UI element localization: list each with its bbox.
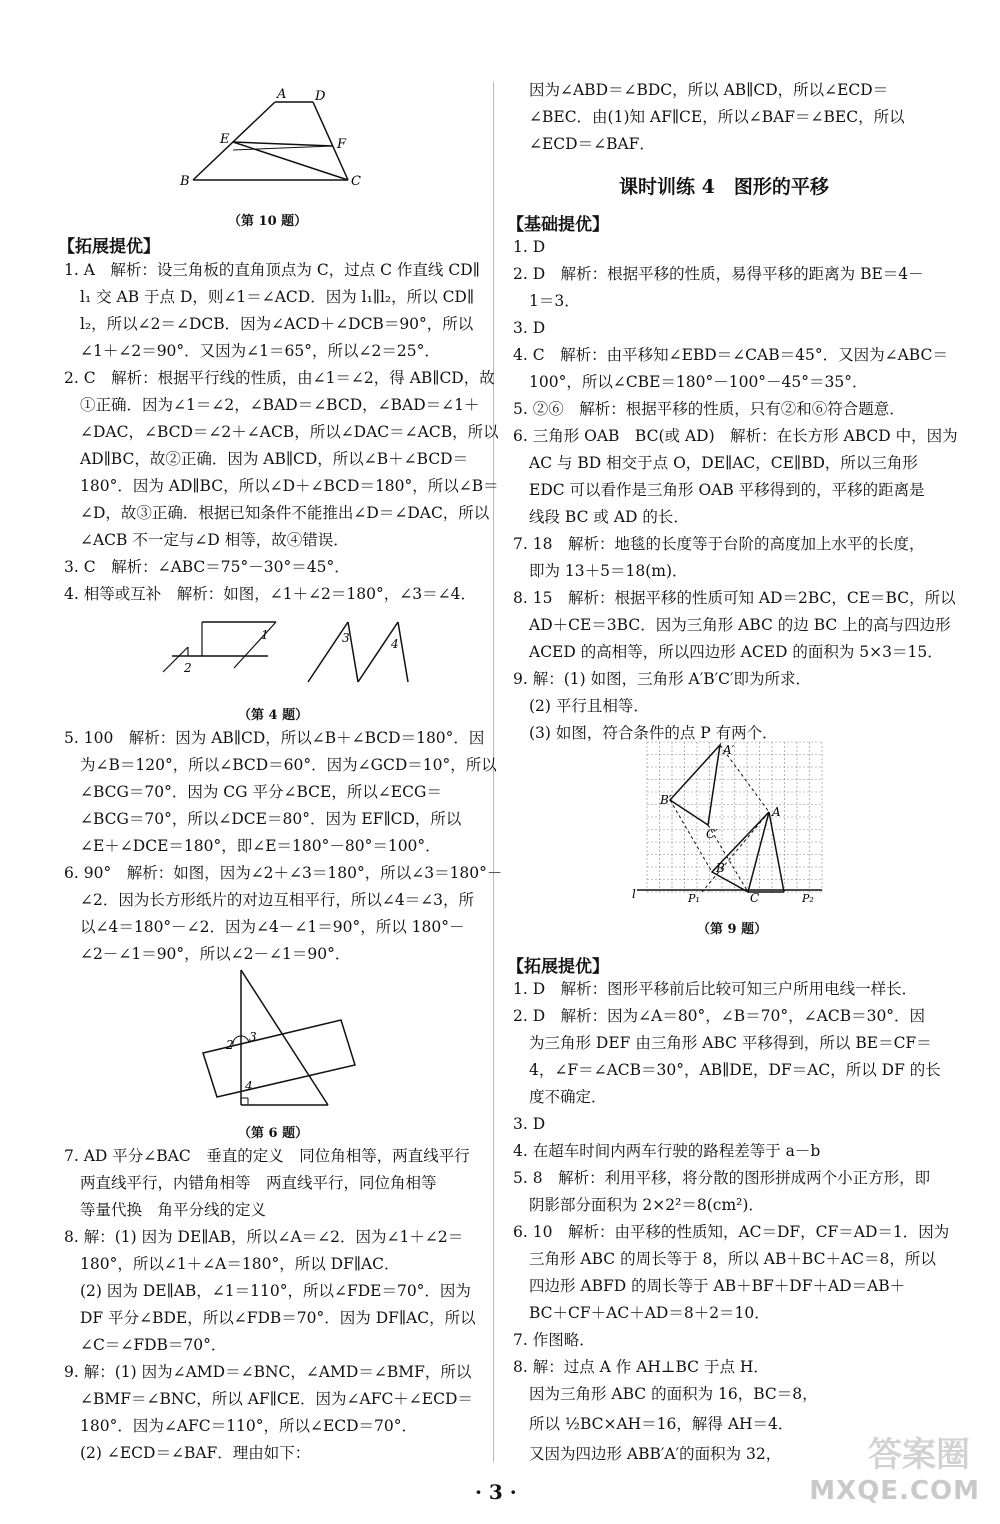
left-line: l₁ 交 AB 于点 D，则∠1＝∠ACD．因为 l₁∥l₂，所以 CD∥ xyxy=(80,288,475,306)
right-line: 7. 18 解析：地毯的长度等于台阶的高度加上水平的长度， xyxy=(513,535,925,553)
fig10-label-A: A xyxy=(277,88,287,102)
right-line: (2) 平行且相等． xyxy=(529,697,649,715)
left-extension-heading: 【拓展提优】 xyxy=(58,237,160,257)
right-line: ∠BEC．由(1)知 AF∥CE，所以∠BAF＝∠BEC，所以 xyxy=(529,108,905,126)
fig9-label-P1: P₁ xyxy=(688,892,700,905)
right-line: AC 与 BD 相交于点 O，DE∥AC，CE∥BD，所以三角形 xyxy=(529,454,918,472)
right-line: 因为三角形 ABC 的面积为 16，BC＝8， xyxy=(529,1385,818,1403)
left-line: 1. A 解析：设三角板的直角顶点为 C，过点 C 作直线 CD∥ xyxy=(64,261,480,279)
fig4-label-3: 3 xyxy=(342,631,350,645)
fig4-label-4: 4 xyxy=(391,637,399,651)
right-line: 四边形 ABFD 的周长等于 AB＋BF＋DF＋AD＝AB＋ xyxy=(529,1277,906,1295)
left-line: 4. 相等或互补 解析：如图，∠1＋∠2＝180°，∠3＝∠4． xyxy=(64,585,476,603)
fig4-caption: （第 4 题） xyxy=(238,708,309,723)
right-line: 6. 三角形 OAB BC(或 AD) 解析：在长方形 ABCD 中，因为 xyxy=(513,427,958,445)
fig10-label-D: D xyxy=(315,89,326,104)
right-line: 即为 13＋5＝18(m)． xyxy=(529,562,688,580)
fig10-label-C: C xyxy=(351,174,361,189)
left-line: ∠BMF＝∠BNC，所以 AF∥CE．因为∠AFC＋∠ECD＝ xyxy=(80,1390,473,1408)
left-line: (2) ∠ECD＝∠BAF．理由如下： xyxy=(80,1444,311,1462)
left-line: 7. AD 平分∠BAC 垂直的定义 同位角相等，两直线平行 xyxy=(64,1147,470,1165)
left-line: AD∥BC，故②正确．因为 AB∥CD，所以∠B＋∠BCD＝ xyxy=(80,450,469,468)
left-line: DF 平分∠BDE，所以∠FDB＝70°．因为 DF∥AC，所以 xyxy=(80,1309,476,1327)
figure-4 xyxy=(158,612,418,692)
left-line: ∠1＋∠2＝90°．又因为∠1＝65°，所以∠2＝25°． xyxy=(80,342,440,360)
page-number: · 3 · xyxy=(475,1480,517,1504)
right-line: 为三角形 DEF 由三角形 ABC 平移得到，所以 BE＝CF＝ xyxy=(529,1034,932,1052)
right-line: AD＋CE＝3BC．因为三角形 ABC 的边 BC 上的高与四边形 xyxy=(529,616,951,634)
left-line: 等量代换 角平分线的定义 xyxy=(80,1201,267,1219)
fig6-label-3: 3 xyxy=(249,1030,257,1044)
right-line: 因为∠ABD＝∠BDC，所以 AB∥CD，所以∠ECD＝ xyxy=(529,81,889,99)
right-line: BC＋CF＋AC＋AD＝8＋2＝10． xyxy=(529,1304,770,1322)
right-line: ∠ECD＝∠BAF． xyxy=(529,135,655,153)
fig9-caption: （第 9 题） xyxy=(697,922,768,937)
right-line: ACED 的高相等，所以四边形 ACED 的面积为 5×3＝15． xyxy=(529,643,943,661)
left-line: l₂，所以∠2＝∠DCB．因为∠ACD＋∠DCB＝90°，所以 xyxy=(80,315,474,333)
left-line: 以∠4＝180°－∠2．因为∠4－∠1＝90°，所以 180°－ xyxy=(80,918,465,936)
right-line: (3) 如图，符合条件的点 P 有两个． xyxy=(529,724,778,742)
left-line: ∠BCG＝70°．因为 CG 平分∠BCE，所以∠ECG＝ xyxy=(80,783,442,801)
right-line: 1. D xyxy=(513,238,546,256)
section-title: 课时训练 4 图形的平移 xyxy=(619,176,829,198)
left-line: 2. C 解析：根据平行线的性质，由∠1＝∠2，得 AB∥CD，故 xyxy=(64,369,495,387)
right-line: 1＝3． xyxy=(529,292,580,310)
fig6-label-2: 2 xyxy=(226,1038,234,1052)
right-line: 三角形 ABC 的周长等于 8，所以 AB＋BC＋AC＝8，所以 xyxy=(529,1250,936,1268)
left-line: ∠ACB 不一定与∠D 相等，故④错误． xyxy=(80,531,349,549)
fig10-caption: （第 10 题） xyxy=(228,214,308,229)
figure-9 xyxy=(632,740,832,910)
fig9-label-C: C xyxy=(750,891,760,905)
right-line: 100°，所以∠CBE＝180°－100°－45°＝35°． xyxy=(529,373,868,391)
right-line: 3. D xyxy=(513,319,546,337)
right-line: 8. 15 解析：根据平移的性质可知 AD＝2BC，CE＝BC，所以 xyxy=(513,589,956,607)
right-line: 1. D 解析：图形平移前后比较可知三户所用电线一样长． xyxy=(513,980,918,998)
left-line: 8. 解：(1) 因为 DE∥AB，所以∠A＝∠2．因为∠1＋∠2＝ xyxy=(64,1228,464,1246)
fig9-label-P2: P₂ xyxy=(802,892,814,905)
watermark-logo: 答案圈 xyxy=(868,1435,970,1475)
left-line: 6. 90° 解析：如图，因为∠2＋∠3＝180°，所以∠3＝180°－ xyxy=(64,864,503,882)
fig4-label-1: 1 xyxy=(261,628,269,642)
left-line: 3. C 解析：∠ABC＝75°－30°＝45°． xyxy=(64,558,350,576)
left-line: (2) 因为 DE∥AB，∠1＝110°，所以∠FDE＝70°．因为 xyxy=(80,1282,471,1300)
left-line: ∠C＝∠FDB＝70°． xyxy=(80,1336,227,1354)
fig9-label-A: A xyxy=(772,805,781,819)
right-line: 4，∠F＝∠ACB＝30°，AB∥DE，DF＝AC，所以 DF 的长 xyxy=(529,1061,941,1079)
left-line: 180°，所以∠1＋∠A＝180°，所以 DF∥AC． xyxy=(80,1255,400,1273)
right-line: 2. D 解析：因为∠A＝80°，∠B＝70°，∠ACB＝30°．因 xyxy=(513,1007,926,1025)
right-line: 阴影部分面积为 2×2²＝8(cm²)． xyxy=(529,1196,764,1214)
left-line: ∠E＋∠DCE＝180°，即∠E＝180°－80°＝100°． xyxy=(80,837,441,855)
right-line: 线段 BC 或 AD 的长． xyxy=(529,508,689,526)
right-line: 4. C 解析：由平移知∠EBD＝∠CAB＝45°．又因为∠ABC＝ xyxy=(513,346,948,364)
figure-10 xyxy=(173,88,373,194)
right-line: 8. 解：过点 A 作 AH⊥BC 于点 H． xyxy=(513,1358,769,1376)
right-line: 4. 在超车时间内两车行驶的路程差等于 a－b xyxy=(513,1142,821,1160)
left-line: ∠2．因为长方形纸片的对边互相平行，所以∠4＝∠3，所 xyxy=(80,891,475,909)
figure-6 xyxy=(193,965,363,1115)
fig9-label-l: l xyxy=(632,887,636,901)
fig9-label-C1: C′ xyxy=(706,827,718,841)
right-line: 5. ②⑥ 解析：根据平移的性质，只有②和⑥符合题意． xyxy=(513,400,905,418)
left-line: 两直线平行，内错角相等 两直线平行，同位角相等 xyxy=(80,1174,437,1192)
right-line: 2. D 解析：根据平移的性质，易得平移的距离为 BE＝4－ xyxy=(513,265,924,283)
basic-heading: 【基础提优】 xyxy=(507,215,609,235)
right-line: 度不确定． xyxy=(529,1088,607,1106)
right-line: 所以 ½BC×AH＝16，解得 AH＝4． xyxy=(529,1415,794,1433)
left-line: ∠D，故③正确．根据已知条件不能推出∠D＝∠DAC，所以 xyxy=(80,504,490,522)
left-line: ∠DAC，∠BCD＝∠2＋∠ACB，所以∠DAC＝∠ACB，所以 xyxy=(80,423,499,441)
right-line: 7. 作图略． xyxy=(513,1331,595,1349)
fig10-label-F: F xyxy=(337,137,347,152)
watermark-url: MXQE.COM xyxy=(809,1476,980,1506)
fig9-label-A1: A′ xyxy=(723,743,735,757)
left-line: ∠2－∠1＝90°，所以∠2－∠1＝90°． xyxy=(80,945,351,963)
right-line: 3. D xyxy=(513,1115,546,1133)
left-line: 5. 100 解析：因为 AB∥CD，所以∠B＋∠BCD＝180°．因 xyxy=(64,729,485,747)
fig10-label-E: E xyxy=(220,132,230,147)
fig10-label-B: B xyxy=(180,174,190,189)
left-line: 为∠B＝120°，所以∠BCD＝60°．因为∠GCD＝10°，所以 xyxy=(80,756,497,774)
left-line: 180°．因为 AD∥BC，所以∠D＋∠BCD＝180°，所以∠B＝ xyxy=(80,477,499,495)
ext-heading: 【拓展提优】 xyxy=(507,957,609,977)
right-line: 5. 8 解析：利用平移，将分散的图形拼成两个小正方形，即 xyxy=(513,1169,931,1187)
fig6-label-4: 4 xyxy=(245,1079,253,1093)
left-line: 9. 解：(1) 因为∠AMD＝∠BNC，∠AMD＝∠BMF，所以 xyxy=(64,1363,472,1381)
fig4-label-2: 2 xyxy=(184,661,192,675)
right-line: 9. 解：(1) 如图，三角形 A′B′C′即为所求． xyxy=(513,670,812,688)
fig9-label-B1: B′ xyxy=(660,793,672,807)
right-line: EDC 可以看作是三角形 OAB 平移得到的，平移的距离是 xyxy=(529,481,925,499)
right-line: 又因为四边形 ABB′A′的面积为 32， xyxy=(529,1445,782,1463)
fig6-caption: （第 6 题） xyxy=(238,1126,309,1141)
left-line: ∠BCG＝70°，所以∠DCE＝80°．因为 EF∥CD，所以 xyxy=(80,810,462,828)
left-line: ①正确．因为∠1＝∠2，∠BAD＝∠BCD，∠BAD＝∠1＋ xyxy=(80,396,480,414)
fig9-label-B: B xyxy=(716,861,725,875)
left-line: 180°．因为∠AFC＝110°，所以∠ECD＝70°． xyxy=(80,1417,418,1435)
right-line: 6. 10 解析：由平移的性质知，AC＝DF，CF＝AD＝1．因为 xyxy=(513,1223,950,1241)
